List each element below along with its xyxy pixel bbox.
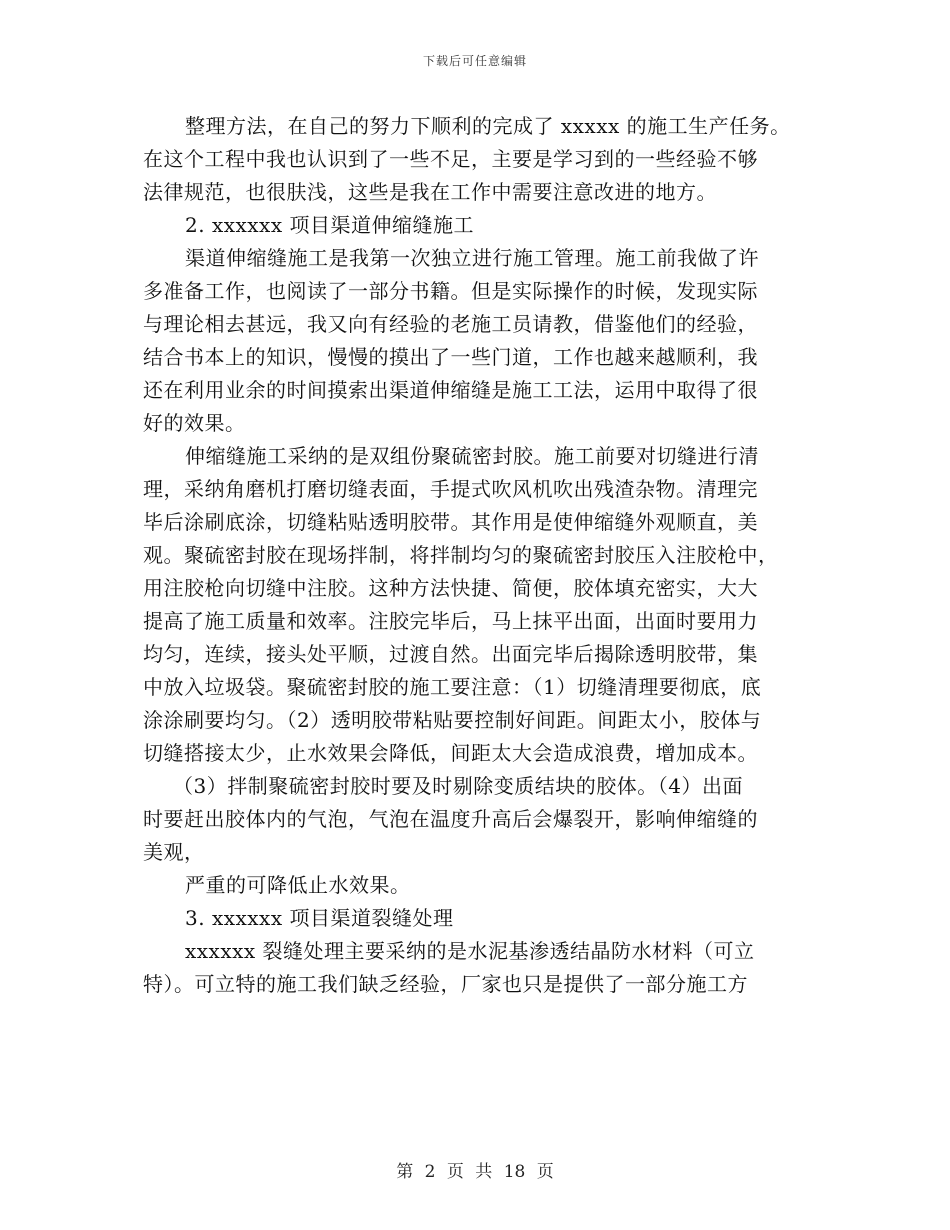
section-heading: 2. xxxxxx 项目渠道伸缩缝施工 — [185, 213, 474, 237]
text-line: 涂涂刷要均匀。（2）透明胶带粘贴要控制好间距。间距太小，胶体与 — [143, 708, 762, 732]
page-number: 第 2 页 共 18 页 — [396, 1162, 554, 1182]
text-line: （3）拌制聚硫密封胶时要及时剔除变质结块的胶体。（4）出面 — [173, 774, 743, 798]
text-line: 整理方法，在自己的努力下顺利的完成了 xxxxx 的施工生产任务。 — [185, 114, 791, 138]
text-line: 时要赶出胶体内的气泡，气泡在温度升高后会爆裂开，影响伸缩缝的 — [143, 807, 758, 831]
document-body — [143, 110, 807, 1001]
text-line: 法律规范，也很肤浅，这些是我在工作中需要注意改进的地方。 — [143, 180, 717, 204]
text-line: 理，采纳角磨机打磨切缝表面，手提式吹风机吹出残渣杂物。清理完 — [143, 477, 758, 501]
text-line: 结合书本上的知识，慢慢的摸出了一些门道，工作也越来越顺利，我 — [143, 345, 758, 369]
text-line: 观。聚硫密封胶在现场拌制，将拌制均匀的聚硫密封胶压入注胶枪中， — [143, 543, 779, 567]
page-header: 下载后可任意编辑 — [422, 54, 527, 68]
text-line: 中放入垃圾袋。聚硫密封胶的施工要注意：（1）切缝清理要彻底，底 — [143, 675, 762, 699]
text-line: xxxxxx 裂缝处理主要采纳的是水泥基渗透结晶防水材料（可立 — [185, 939, 755, 963]
text-line: 在这个工程中我也认识到了一些不足，主要是学习到的一些经验不够 — [143, 147, 758, 171]
text-line: 多准备工作，也阅读了一部分书籍。但是实际操作的时候，发现实际 — [143, 279, 758, 303]
text-line: 好的效果。 — [143, 411, 246, 435]
text-line: 还在利用业余的时间摸索出渠道伸缩缝是施工工法，运用中取得了很 — [143, 378, 758, 402]
text-line: 严重的可降低止水效果。 — [185, 873, 411, 897]
text-line: 用注胶枪向切缝中注胶。这种方法快捷、简便，胶体填充密实，大大 — [143, 576, 758, 600]
text-line: 提高了施工质量和效率。注胶完毕后，马上抹平出面，出面时要用力 — [143, 609, 758, 633]
text-line: 与理论相去甚远，我又向有经验的老施工员请教，借鉴他们的经验， — [143, 312, 758, 336]
text-line: 伸缩缝施工采纳的是双组份聚硫密封胶。施工前要对切缝进行清 — [185, 444, 759, 468]
text-line: 切缝搭接太少，止水效果会降低，间距太大会造成浪费，增加成本。 — [143, 741, 758, 765]
text-line: 均匀，连续，接头处平顺，过渡自然。出面完毕后揭除透明胶带，集 — [143, 642, 758, 666]
text-line: 毕后涂刷底涂，切缝粘贴透明胶带。其作用是使伸缩缝外观顺直，美 — [143, 510, 758, 534]
text-line: 渠道伸缩缝施工是我第一次独立进行施工管理。施工前我做了许 — [185, 246, 759, 270]
text-line: 特）。可立特的施工我们缺乏经验，厂家也只是提供了一部分施工方 — [143, 972, 748, 996]
text-line: 美观， — [143, 840, 205, 864]
section-heading: 3. xxxxxx 项目渠道裂缝处理 — [185, 906, 454, 930]
